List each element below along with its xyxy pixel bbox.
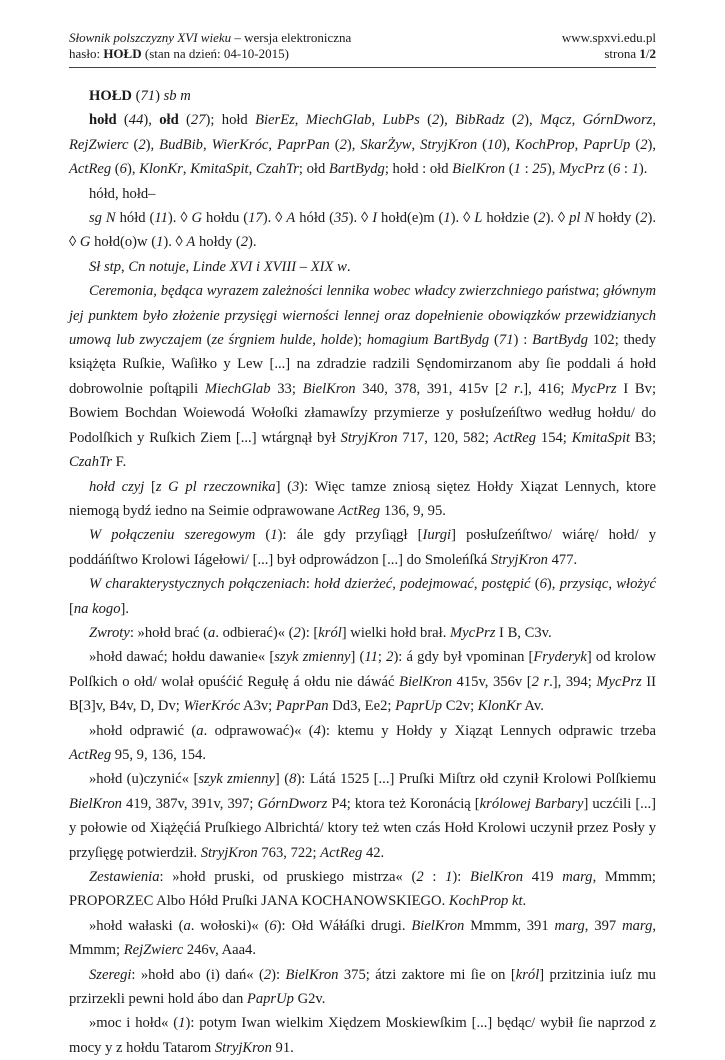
variant-forms: hółd, hołd– <box>89 185 156 202</box>
compound-walaski: »hołd wałaski (a. wołoski)« (6): Ołd Wáłáſki drugi. BielKron Mmmm, 391 marg, 397 marg, Mmmm; RejZwierc 246v, Aaa4. <box>69 917 657 959</box>
dictionary-title-italic: Słownik polszczyzny XVI wieku <box>69 30 232 45</box>
usage-czyj: hołd czyj [z G pl rzeczownika] (3): Więc tamze zniosą siętez Hołdy Xiązat Lennych, ktore niemogą bydź iedno na Seimie odprawowane ActReg 136, 9, 95. <box>69 478 657 519</box>
definition-paragraph: Ceremonia, będąca wyrazem zależności lennika wobec władcy zwierzchniego państwa; głównym jej punktem było złożenie przysięgi wierności lennej oraz dopełnienie obowiązków przewidzianych umową lub zwyczajem (ze śrgniem hulde, holde); homagium BartBydg (71) : BartBydg 102; thedy książęta Ruſkie, Waſiłko y Lew [...] na zdradzie radzili Sęndomirzanom aby ſie poddali á hołd dobrowolnie poſtąpili MiechGlab 33; BielKron 340, 378, 391, 415v [2 r.], 416; MycPrz I Bv; Bowiem Bochdan Woiewodá Wołoſki złamawſzy przymierze y posłuſzeńſtwo według hołdu/ do Podolſkich y Ruſkich Ziem [...] wtárgnął był StryjKron 717, 120, 582; ActReg 154; KmitaSpit B3; CzahTr F. <box>69 283 656 471</box>
page-number <box>604 46 656 62</box>
dictionary-title <box>69 30 351 46</box>
usage-serial: W połączeniu szeregowym (1): ále gdy przyſiągł [Iurgi] posłuſzeńſtwo/ wiárę/ hołd/ y poddáńſtwo Krolowi Iágełowi/ [...] był odprowádzon [...] do Smoleńſká StryjKron 477. <box>69 527 656 568</box>
phrase-odprawic: »hołd odprawić (a. odprawować)« (4): ktemu y Hołdy y Xiąząt Lennych odprawic trzeba ActReg 95, 9, 136, 154. <box>69 722 656 763</box>
phrase-dawac: »hołd dawać; hołdu dawanie« [szyk zmienny] (11; 2): á gdy był vpominan [Fryderyk] od krolow Polſkich o ołd/ wolał opuśćić Regułę á ołdu nie dáwáć BielKron 415v, 356v [2 r.], 394; MycPrz II B[3]v, B4v, D, Dv; WierKróc A3v; PaprPan Dd3, Ee2; PaprUp C2v; KlonKr Av. <box>69 649 657 715</box>
entry-prefix: hasło: <box>69 46 104 61</box>
header-row-bottom <box>69 46 656 62</box>
sources-note: Sł stp, Cn notuje, Linde XVI i XVIII – XIX w. <box>89 258 351 275</box>
entry-body <box>69 84 656 1060</box>
forms-line: hołd (44), ołd (27); hołd BierEz, MiechGlab, LubPs (2), BibRadz (2), Mącz, GórnDworz, RejZwierc (2), BudBib, WierKróc, PaprPan (2), SkarŻyw, StryjKron (10), KochProp, PaprUp (2), ActReg (6), KlonKr, KmitaSpit, CzahTr; ołd BartBydg; hołd : ołd BielKron (1 : 25), MycPrz (6 : 1). <box>69 112 656 178</box>
inflection-line: sg N hółd (11). ◊ G hołdu (17). ◊ A hółd (35). ◊ I hołd(e)m (1). ◊ L hołdzie (2). ◊ pl N hołdy (2). ◊ G hołd(o)w (1). ◊ A hołdy (2). <box>69 210 656 251</box>
page-total: 2 <box>649 46 656 61</box>
usage-collocations: W charakterystycznych połączeniach: hołd dzierżeć, podejmować, postępić (6), przysiąc, włożyć [na kogo]. <box>69 576 657 617</box>
entry-word: HOŁD <box>103 46 142 61</box>
headword-line: HOŁD (71) sb m <box>89 88 191 104</box>
series-dan: Szeregi: »hołd abo (i) dań« (2): BielKron 375; átzi zaktore mi ſie on [król] przitzinia iuſz mu przirzekli pewni hold ábo dan PaprUp G2v. <box>69 966 656 1008</box>
dictionary-title-rest: – wersja elektroniczna <box>231 30 352 45</box>
compound-pruski: Zestawienia: »hołd pruski, od pruskiego mistrza« (2 : 1): BielKron 419 marg, Mmmm; PROPORZEC Albo Hółd Pruſki JANA KOCHANOWSKIEGO. KochProp kt. <box>69 869 656 910</box>
header-divider <box>69 67 656 68</box>
header-row-top <box>69 30 656 46</box>
page-sep: / <box>645 46 650 61</box>
series-moc: »moc i hołd« (1): potym Iwan wielkim Xiędzem Moskiewſkim [...] będąc/ wybił ſie naprzod z mocy y z hołdu Tatarom StryjKron 91. <box>69 1015 656 1056</box>
page-current: 1 <box>639 46 646 61</box>
phrase-uczynic: »hołd (u)czynić« [szyk zmienny] (8): Látá 1525 [...] Pruſki Miſtrz ołd czynił Krolowi Polſkiemu BielKron 419, 387v, 391v, 397; GórnDworz P4; ktora też Koronácią [królowej Barbary] uczćili [...] y połowie od Xiążęćiá Pruſkiego Albrichtá/ ktory też wten czás Hołd Krolowi uczynił przez Posły y przyſięgę potwierdził. StryjKron 763, 722; ActReg 42. <box>69 771 656 861</box>
phrase-brac: Zwroty: »hołd brać (a. odbierać)« (2): [król] wielki hołd brał. MycPrz I B, C3v. <box>89 624 552 641</box>
page-prefix: strona <box>604 46 640 61</box>
page-header <box>69 30 656 62</box>
entry-info <box>69 46 289 62</box>
site-url: www.spxvi.edu.pl <box>561 30 656 45</box>
entry-status: (stan na dzień: 04-10-2015) <box>141 46 289 61</box>
